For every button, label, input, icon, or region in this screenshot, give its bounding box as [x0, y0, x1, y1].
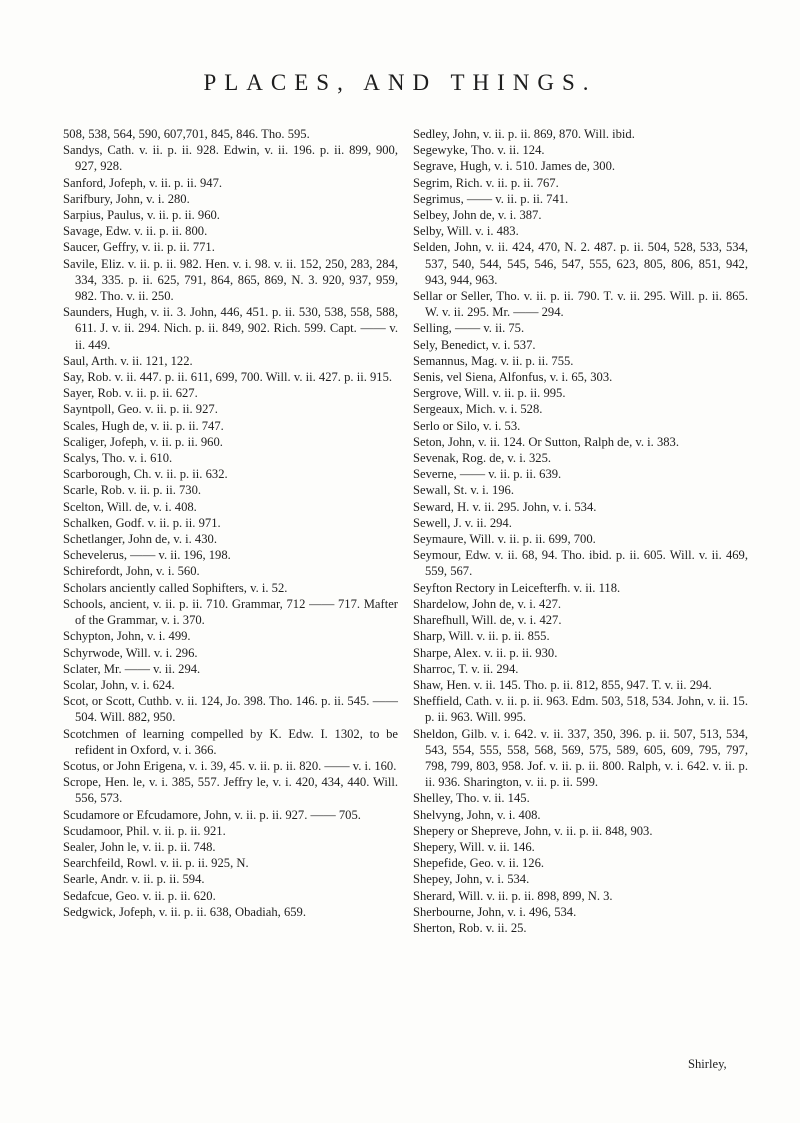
index-entry: Savage, Edw. v. ii. p. ii. 800.	[63, 224, 208, 239]
index-entry: Sarifbury, John, v. i. 280.	[63, 191, 190, 206]
index-entry: Saul, Arth. v. ii. 121, 122.	[63, 353, 193, 368]
index-entry: Sedafcue, Geo. v. ii. p. ii. 620.	[63, 888, 216, 903]
index-entry: Sayntpoll, Geo. v. ii. p. ii. 927.	[63, 402, 218, 417]
index-entry: Sedley, John, v. ii. p. ii. 869, 870. Will. ibid.	[413, 127, 635, 141]
index-entry: Scotchmen of learning compelled by K. Edw. I. 1302, to be refident in Oxford, v. i. 366.	[63, 726, 398, 757]
index-entry: Sarpius, Paulus, v. ii. p. ii. 960.	[63, 208, 220, 223]
index-entry: Sedgwick, Jofeph, v. ii. p. ii. 638, Obadiah, 659.	[63, 904, 306, 919]
running-header: PLACES, AND THINGS.	[203, 70, 597, 95]
index-entry: Sergrove, Will. v. ii. p. ii. 995.	[413, 386, 566, 401]
index-entry: Scarborough, Ch. v. ii. p. ii. 632.	[63, 467, 228, 482]
index-entry: Selbey, John de, v. i. 387.	[413, 208, 542, 223]
index-entry: Segrave, Hugh, v. i. 510. James de, 300.	[413, 159, 616, 174]
index-entry: Scot, or Scott, Cuthb. v. ii. 124, Jo. 398. Tho. 146. p. ii. 545. —— 504. Will. 882, 950.	[63, 694, 398, 725]
index-entry: Scudamore or Efcudamore, John, v. ii. p. ii. 927. —— 705.	[63, 807, 361, 822]
index-entry: Schetlanger, John de, v. i. 430.	[63, 532, 217, 547]
index-entry: Sandys, Cath. v. ii. p. ii. 928. Edwin, v. ii. 196. p. ii. 899, 900, 927, 928.	[63, 143, 398, 174]
index-entry: Sevenak, Rog. de, v. i. 325.	[413, 451, 552, 466]
index-entry: Scelton, Will. de, v. i. 408.	[63, 499, 197, 514]
index-entry: Sewall, St. v. i. 196.	[413, 483, 514, 498]
index-entry: Searle, Andr. v. ii. p. ii. 594.	[63, 872, 205, 887]
left-column	[63, 126, 398, 920]
index-entry: Selby, Will. v. i. 483.	[413, 224, 519, 239]
index-entry: Schirefordt, John, v. i. 560.	[63, 564, 200, 579]
index-entry: Seyfton Rectory in Leicefterfh. v. ii. 118.	[413, 580, 621, 595]
index-entry: Segrimus, —— v. ii. p. ii. 741.	[413, 191, 569, 206]
index-entry: Shardelow, John de, v. i. 427.	[413, 596, 562, 611]
index-entry: Scales, Hugh de, v. ii. p. ii. 747.	[63, 418, 224, 433]
index-entry: Serlo or Silo, v. i. 53.	[413, 418, 521, 433]
index-entry: Schools, ancient, v. ii. p. ii. 710. Grammar, 712 —— 717. Mafter of the Grammar, v. i. 370.	[63, 596, 398, 628]
index-entry: Seward, H. v. ii. 295. John, v. i. 534.	[413, 499, 597, 514]
index-entry: Scolar, John, v. i. 624.	[63, 677, 175, 692]
right-column	[413, 126, 748, 936]
index-entry: Scholars anciently called Sophifters, v. i. 52.	[63, 580, 288, 595]
index-entry: Schypton, John, v. i. 499.	[63, 629, 191, 644]
index-entry: Seymaure, Will. v. ii. p. ii. 699, 700.	[413, 532, 596, 547]
index-entry: Selden, John, v. ii. 424, 470, N. 2. 487. p. ii. 504, 528, 533, 534, 537, 540, 544, 545, 546, 547, 555, 623, 805, 806, 851, 942, 943, 944, 963.	[413, 240, 748, 287]
index-entry: Sherbourne, John, v. i. 496, 534.	[413, 904, 577, 919]
catchword: Shirley,	[688, 1057, 727, 1071]
index-entry: Segrim, Rich. v. ii. p. ii. 767.	[413, 175, 559, 190]
index-entry: Scudamoor, Phil. v. ii. p. ii. 921.	[63, 823, 226, 838]
index-entry: Sanford, Jofeph, v. ii. p. ii. 947.	[63, 175, 223, 190]
index-entry: Say, Rob. v. ii. 447. p. ii. 611, 699, 700. Will. v. ii. 427. p. ii. 915.	[63, 370, 393, 385]
index-entry: Seymour, Edw. v. ii. 68, 94. Tho. ibid. p. ii. 605. Will. v. ii. 469, 559, 567.	[413, 548, 748, 579]
index-entry: Shepefide, Geo. v. ii. 126.	[413, 856, 545, 871]
index-entry: Schevelerus, —— v. ii. 196, 198.	[63, 548, 231, 563]
index-entry: Saunders, Hugh, v. ii. 3. John, 446, 451. p. ii. 530, 538, 558, 588, 611. J. v. ii. 294. Nich. p. ii. 849, 902. Rich. 599. Capt. —— v. ii. 449.	[63, 305, 398, 352]
index-entry: Shepery, Will. v. ii. 146.	[413, 839, 535, 854]
index-entry: Sherard, Will. v. ii. p. ii. 898, 899, N. 3.	[413, 888, 613, 903]
index-entry: Sewell, J. v. ii. 294.	[413, 515, 512, 530]
index-entry: Scalys, Tho. v. i. 610.	[63, 451, 173, 466]
index-entry: Sheldon, Gilb. v. i. 642. v. ii. 337, 350, 396. p. ii. 507, 513, 534, 543, 554, 555, 558, 568, 569, 575, 589, 605, 609, 795, 797, 798, 799, 803, 958. Jof. v. ii. p. ii. 800. Ralph, v. i. 642. v. ii. p. ii. 936. Sharington, v. ii. p. ii. 599.	[413, 726, 748, 790]
index-entry: Shepery or Shepreve, John, v. ii. p. ii. 848, 903.	[413, 823, 653, 838]
index-entry: Shaw, Hen. v. ii. 145. Tho. p. ii. 812, 855, 947. T. v. ii. 294.	[413, 677, 712, 692]
index-entry: Seton, John, v. ii. 124. Or Sutton, Ralph de, v. i. 383.	[413, 434, 679, 449]
index-entry: Sclater, Mr. —— v. ii. 294.	[63, 661, 201, 676]
index-entry: Scotus, or John Erigena, v. i. 39, 45. v. ii. p. ii. 820. —— v. i. 160.	[63, 758, 397, 773]
index-entry: Scarle, Rob. v. ii. p. ii. 730.	[63, 483, 202, 498]
index-entry: Sheffield, Cath. v. ii. p. ii. 963. Edm. 503, 518, 534. John, v. ii. 15. p. ii. 963. Will. 995.	[413, 694, 749, 725]
index-entry: Sharp, Will. v. ii. p. ii. 855.	[413, 629, 550, 644]
index-entry: Shelvyng, John, v. i. 408.	[413, 807, 541, 822]
index-entry: Sharroc, T. v. ii. 294.	[413, 661, 519, 676]
index-entry: Sergeaux, Mich. v. i. 528.	[413, 402, 543, 417]
index-entry: Searchfeild, Rowl. v. ii. p. ii. 925, N.	[63, 856, 249, 871]
index-entry: Severne, —— v. ii. p. ii. 639.	[413, 467, 562, 482]
index-entry: Sealer, John le, v. ii. p. ii. 748.	[63, 839, 216, 854]
index-entry: Sherton, Rob. v. ii. 25.	[413, 920, 527, 935]
index-entry: Selling, —— v. ii. 75.	[413, 321, 525, 336]
index-entry: Sely, Benedict, v. i. 537.	[413, 337, 536, 352]
index-entry: Senis, vel Siena, Alfonfus, v. i. 65, 303.	[413, 370, 613, 385]
index-entry: Schyrwode, Will. v. i. 296.	[63, 645, 198, 660]
index-entry: Semannus, Mag. v. ii. p. ii. 755.	[413, 353, 574, 368]
index-entry: Segewyke, Tho. v. ii. 124.	[413, 143, 545, 158]
index-entry: Shepey, John, v. i. 534.	[413, 872, 530, 887]
index-entry: Savile, Eliz. v. ii. p. ii. 982. Hen. v. i. 98. v. ii. 152, 250, 283, 284, 334, 335. p. ii. 625, 791, 864, 865, 869, N. 3. 920, 937, 959, 982. Tho. v. ii. 250.	[63, 256, 398, 304]
index-entry: Sharpe, Alex. v. ii. p. ii. 930.	[413, 645, 558, 660]
index-entry: Scrope, Hen. le, v. i. 385, 557. Jeffry le, v. i. 420, 434, 440. Will. 556, 573.	[63, 775, 398, 806]
index-entry: Shelley, Tho. v. ii. 145.	[413, 791, 530, 806]
index-entry: Saucer, Geffry, v. ii. p. ii. 771.	[63, 240, 215, 255]
index-entry: Scaliger, Jofeph, v. ii. p. ii. 960.	[63, 434, 223, 449]
index-entry: Sayer, Rob. v. ii. p. ii. 627.	[63, 386, 198, 401]
index-entry: 508, 538, 564, 590, 607,701, 845, 846. Tho. 595.	[63, 127, 310, 141]
index-entry: Sharefhull, Will. de, v. i. 427.	[413, 613, 562, 628]
index-entry: Sellar or Seller, Tho. v. ii. p. ii. 790. T. v. ii. 295. Will. p. ii. 865. W. v. ii. 295. Mr. —— 294.	[413, 289, 748, 320]
index-entry: Schalken, Godf. v. ii. p. ii. 971.	[63, 515, 221, 530]
